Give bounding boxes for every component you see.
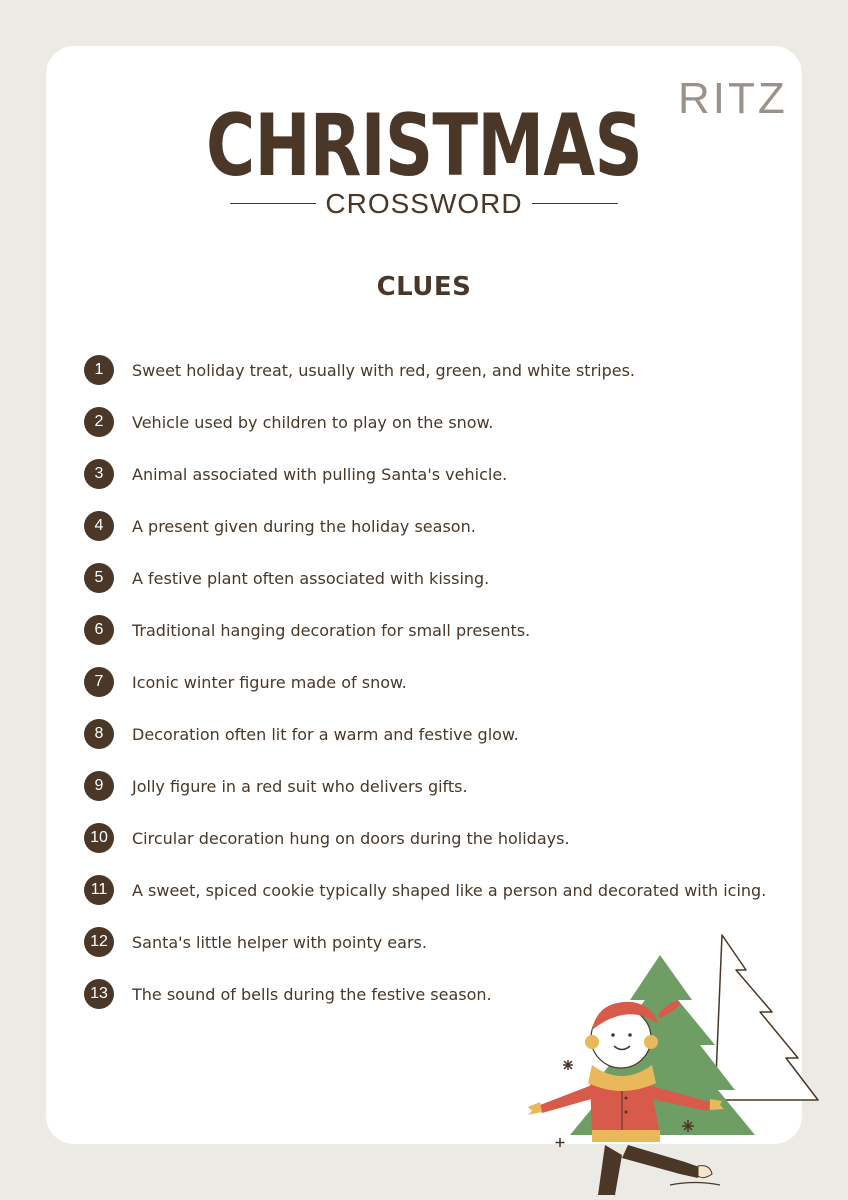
clue-text: A present given during the holiday season. xyxy=(132,516,476,536)
clue-number-badge: 1 xyxy=(84,355,114,385)
clue-text: The sound of bells during the festive season. xyxy=(132,984,492,1004)
clue-number-badge: 5 xyxy=(84,563,114,593)
clue-number-badge: 2 xyxy=(84,407,114,437)
clue-text: Iconic winter figure made of snow. xyxy=(132,672,407,692)
clue-text: Vehicle used by children to play on the snow. xyxy=(132,412,494,432)
clue-number-badge: 11 xyxy=(84,875,114,905)
clue-text: A sweet, spiced cookie typically shaped like a person and decorated with icing. xyxy=(132,880,767,900)
clue-item xyxy=(84,927,427,957)
clue-text: Circular decoration hung on doors during the holidays. xyxy=(132,828,570,848)
clue-number-badge: 6 xyxy=(84,615,114,645)
clue-text: Decoration often lit for a warm and festive glow. xyxy=(132,724,519,744)
clue-item xyxy=(84,823,570,853)
clue-text: A festive plant often associated with kissing. xyxy=(132,568,490,588)
page-title: CHRISTMAS xyxy=(205,96,643,196)
clue-item xyxy=(84,563,489,593)
clue-number-badge: 13 xyxy=(84,979,114,1009)
clue-item xyxy=(84,511,476,541)
clue-text: Jolly figure in a red suit who delivers gifts. xyxy=(132,776,468,796)
clue-number-badge: 10 xyxy=(84,823,114,853)
clues-heading: CLUES xyxy=(376,272,472,302)
clue-item xyxy=(84,875,766,905)
clue-item xyxy=(84,355,635,385)
clue-number-badge: 3 xyxy=(84,459,114,489)
clue-number-badge: 4 xyxy=(84,511,114,541)
snowy-tree-icon xyxy=(715,935,818,1100)
clue-item xyxy=(84,771,468,801)
clue-item xyxy=(84,615,530,645)
brand-logo: RITZ xyxy=(678,74,788,123)
clue-item xyxy=(84,979,492,1009)
clue-number-badge: 12 xyxy=(84,927,114,957)
skater-illustration xyxy=(510,930,830,1200)
clue-text: Sweet holiday treat, usually with red, green, and white stripes. xyxy=(132,360,636,380)
clue-text: Animal associated with pulling Santa's vehicle. xyxy=(132,464,508,484)
clue-item xyxy=(84,407,493,437)
clue-item xyxy=(84,459,507,489)
clue-number-badge: 8 xyxy=(84,719,114,749)
clue-text: Traditional hanging decoration for small presents. xyxy=(132,620,531,640)
subtitle-rule-right xyxy=(532,203,618,204)
clue-item xyxy=(84,719,519,749)
page-subtitle: CROSSWORD xyxy=(325,188,523,219)
clue-text: Santa's little helper with pointy ears. xyxy=(132,932,427,952)
clue-item xyxy=(84,667,407,697)
subtitle-block xyxy=(230,190,618,224)
subtitle-rule-left xyxy=(230,203,316,204)
clue-number-badge: 7 xyxy=(84,667,114,697)
clue-number-badge: 9 xyxy=(84,771,114,801)
